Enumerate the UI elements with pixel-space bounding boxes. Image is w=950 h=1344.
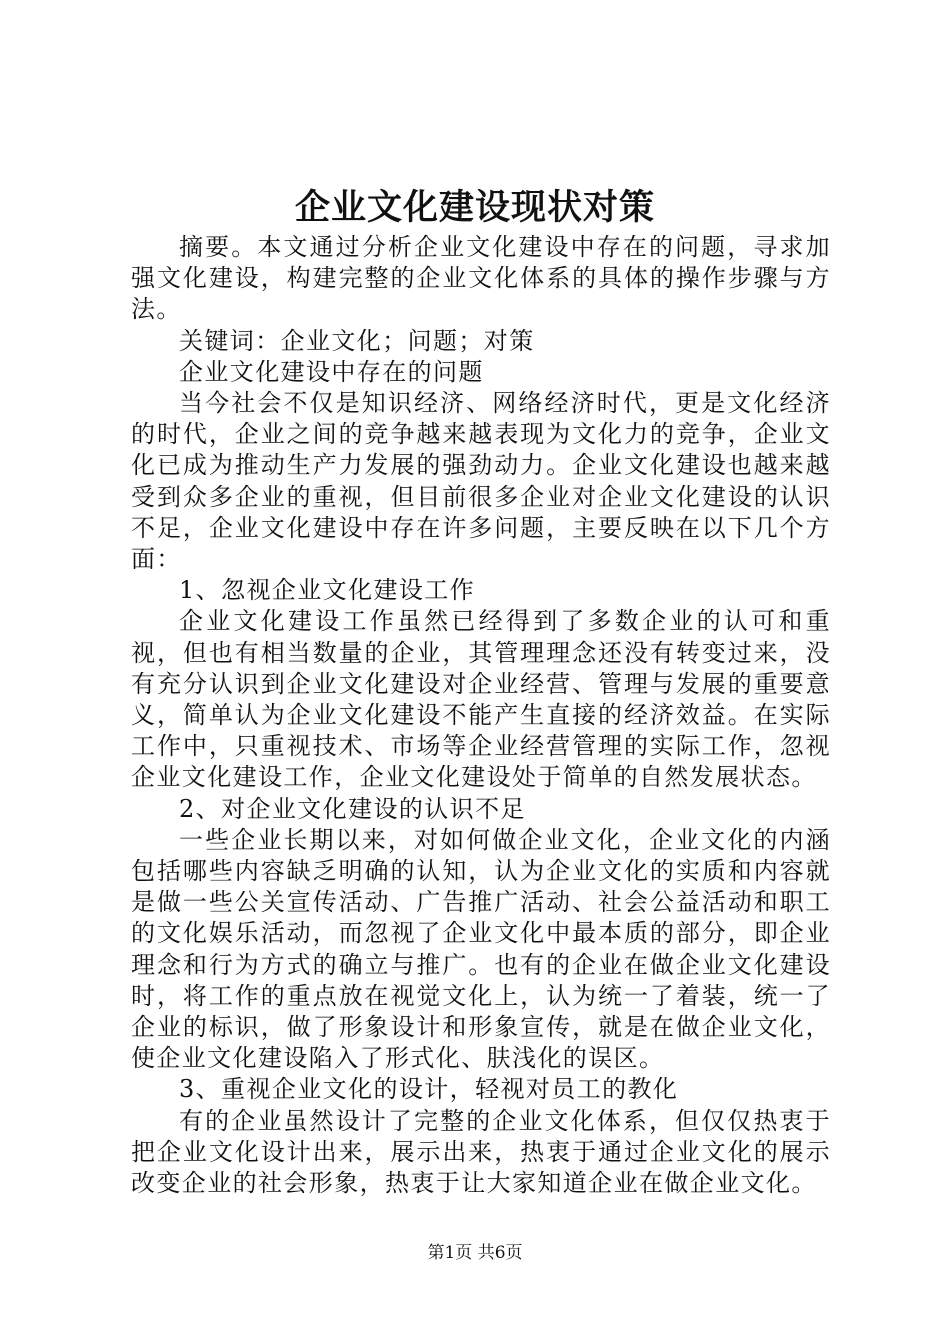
subsection-heading-2: 2、对企业文化建设的认识不足 — [179, 794, 526, 823]
subsection-heading-3: 3、重视企业文化的设计，轻视对员工的教化 — [179, 1075, 679, 1104]
abstract-paragraph: 摘要。本文通过分析企业文化建设中存在的问题，寻求加强文化建设，构建完整的企业文化体系的具体的操作步骤与方法。 — [131, 233, 831, 324]
subsection-heading-1: 1、忽视企业文化建设工作 — [179, 576, 476, 605]
body-paragraph: 企业文化建设工作虽然已经得到了多数企业的认可和重视，但也有相当数量的企业，其管理理念还没有转变过来，没有充分认识到企业文化建设对企业经营、管理与发展的重要意义，简单认为企业文化建设不能产生直接的经济效益。在实际工作中，只重视技术、市场等企业经营管理的实际工作，忽视企业文化建设工作，企业文化建设处于简单的自然发展状态。 — [131, 607, 831, 792]
page-number-footer: 第1页 共6页 — [427, 1243, 523, 1263]
body-paragraph: 当今社会不仅是知识经济、网络经济时代，更是文化经济的时代，企业之间的竞争越来越表现为文化力的竞争，企业文化已成为推动生产力发展的强劲动力。企业文化建设也越来越受到众多企业的重视，但目前很多企业对企业文化建设的认识不足，企业文化建设中存在许多问题，主要反映在以下几个方面： — [131, 389, 831, 574]
body-paragraph: 有的企业虽然设计了完整的企业文化体系，但仅仅热衷于把企业文化设计出来，展示出来，热衷于通过企业文化的展示改变企业的社会形象，热衷于让大家知道企业在做企业文化。 — [131, 1106, 831, 1198]
body-paragraph: 一些企业长期以来，对如何做企业文化，企业文化的内涵包括哪些内容缺乏明确的认知，认为企业文化的实质和内容就是做一些公关宣传活动、广告推广活动、社会公益活动和职工的文化娱乐活动，而忽视了企业文化中最本质的部分，即企业理念和行为方式的确立与推广。也有的企业在做企业文化建设时，将工作的重点放在视觉文化上，认为统一了着装，统一了企业的标识，做了形象设计和形象宣传，就是在做企业文化，使企业文化建设陷入了形式化、肤浅化的误区。 — [131, 825, 831, 1073]
section-heading: 企业文化建设中存在的问题 — [179, 357, 484, 386]
keywords-paragraph: 关键词：企业文化；问题；对策 — [179, 326, 535, 355]
document-title: 企业文化建设现状对策 — [294, 188, 655, 228]
document-body — [131, 232, 831, 1199]
